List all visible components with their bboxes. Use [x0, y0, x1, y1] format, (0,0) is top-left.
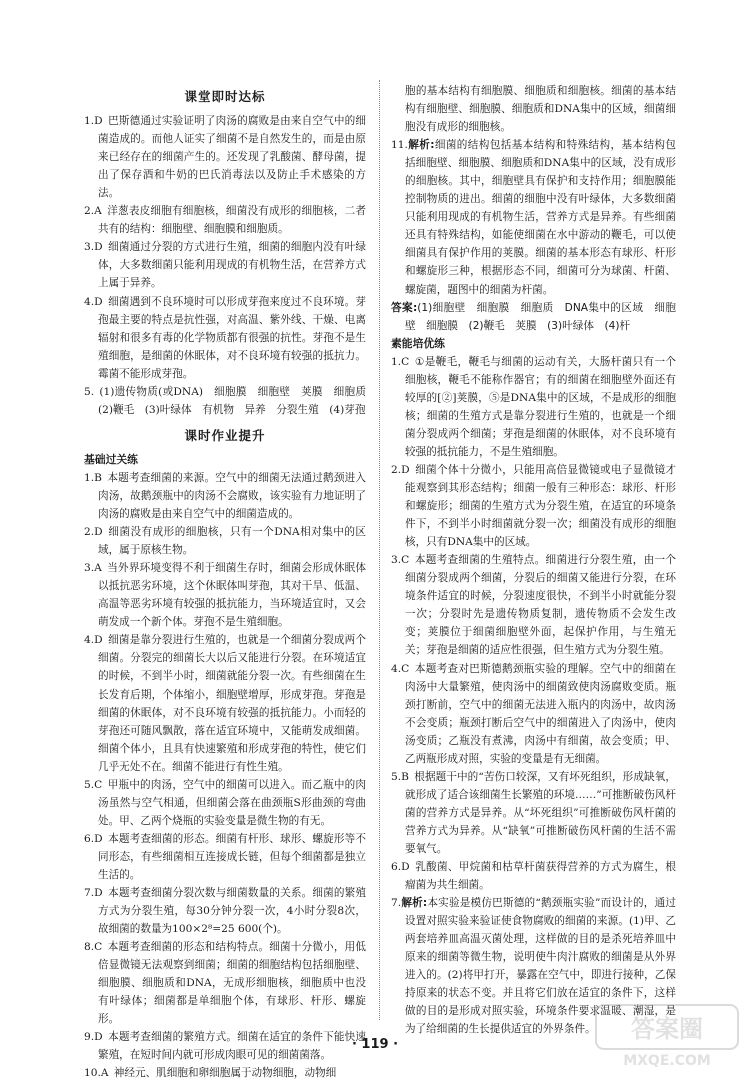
answer-number: 5.	[84, 385, 95, 398]
answer-text: 细菌没有成形的细胞核，只有一个DNA相对集中的区域，属于原核生物。	[98, 526, 366, 557]
answer-number: 5.C	[84, 778, 103, 791]
answer-number: 7.D	[84, 887, 103, 900]
answer-text: 本实验是模仿巴斯德的“鹅颈瓶实验”而设计的，通过设置对照实验来验证使食物腐败的细菌的来源。(1)甲、乙两套培养皿高温灭菌处理，这样做的目的是杀死培养皿中原来的细菌等微生物，说明使牛肉汁腐败的细菌是从外界进入的。(2)将甲打开，暴露在空气中，即进行接种，乙保持原来的状态不变。并且将它们放在适宜的条件下，这样做的目的是形成对照实验，环境条件要求温暖、潮湿，是为了给细菌的生长提供适宜的外界条件。	[405, 897, 676, 1036]
answer-text: 胞的基本结构有细胞膜、细胞质和细胞核。细菌的基本结构有细胞壁、细胞膜、细胞质和DNA集中的区域，细菌细胞没有成形的细胞核。	[405, 85, 676, 134]
basic-answers-list	[84, 469, 366, 1083]
answer-item	[84, 631, 366, 775]
answer-text: 本题考查细菌的繁殖方式。细菌在适宜的条件下能快速繁殖，在短时间内就可形成肉眼可见的细菌菌落。	[98, 1031, 366, 1062]
answer-text: 细菌遇到不良环境时可以形成芽孢来度过不良环境。芽孢最主要的特点是抗性强，对高温、紫外线、干燥、电离辐射和很多有毒的化学物质都有很强的抗性。芽孢不是生殖细胞，是细菌的休眠体，对不良环境有较强的抵抗力。霉菌不能形成芽孢。	[98, 295, 366, 380]
advanced-answers-list	[391, 353, 676, 1039]
answer-item	[391, 858, 676, 894]
answer-number: 8.C	[84, 941, 103, 954]
answer-number: 2.D	[391, 463, 410, 476]
answer-item	[391, 768, 676, 858]
answer-item	[391, 461, 676, 551]
answer-number: 1.D	[84, 115, 103, 128]
answer-item	[84, 884, 366, 938]
answer-item	[84, 938, 366, 1028]
answer-label: 解析:	[401, 897, 428, 910]
answer-text: 甲瓶中的肉汤，空气中的细菌可以进入。而乙瓶中的肉汤虽然与空气相通，但细菌会落在曲颈瓶S形曲颈的弯曲处。甲、乙两个烧瓶的实验变量是微生物的有无。	[98, 778, 366, 827]
answer-item	[391, 353, 676, 461]
answer-text: 细菌个体十分微小，只能用高倍显微镜或电子显微镜才能观察到其形态结构；细菌一般有三种形态：球形、杆形和螺旋形；细菌的生殖方式为分裂生殖，在适宜的环境条件下，不到半小时细菌就分裂一次；细菌没有成形的细胞核，只有DNA集中的区域。	[405, 463, 676, 549]
answer-number: 2.A	[84, 205, 102, 218]
answer-item	[84, 559, 366, 631]
answer-label: 解析:	[407, 139, 435, 152]
answer-text: 本题考查对巴斯德鹅颈瓶实验的理解。空气中的细菌在肉汤中大量繁殖，使肉汤中的细菌致使肉汤腐败变质。瓶颈打断前，空气中的细菌无法进入瓶内的肉汤中，故肉汤不会变质；瓶颈打断后空气中的细菌进入了肉汤中，使肉汤变质；乙瓶没有煮沸，肉汤中有细菌，故会变质；甲、乙两瓶形成对照，实验的变量是有无细菌。	[405, 662, 676, 765]
answer-item	[84, 383, 377, 419]
section-title-homework: 课时作业提升	[184, 427, 266, 443]
answer-text: 神经元、肌细胞和卵细胞属于动物细胞，动物细	[108, 1067, 337, 1080]
answer-text: 巴斯德通过实验证明了肉汤的腐败是由来自空气中的细菌造成的。而他人证实了细菌不是自然发生的，而是由原来已经存在的细菌产生的。还发现了乳酸菌、酵母菌，提出了保存酒和牛奶的巴氏消毒法以及防止手术感染的方法。	[98, 115, 366, 200]
answer-item	[84, 1064, 366, 1082]
answer-item	[391, 660, 676, 768]
page-number: · 119 ·	[351, 1037, 399, 1052]
answer-text: 本题考查细菌的生殖特点。细菌进行分裂生殖，由一个细菌分裂成两个细菌，分裂后的细菌又能进行分裂，在环境条件适宜的时候，分裂速度很快，不到半小时就能分裂一次；分裂时先是遗传物质复制，遗传物质不会发生改变；荚膜位于细菌细胞壁外面，起保护作用，与生殖无关；芽孢是细菌的适应性很强，但生殖方式为分裂生殖。	[405, 554, 676, 657]
section-title-classroom: 课堂即时达标	[184, 89, 266, 104]
answer-number: 4.D	[84, 295, 103, 308]
answer-item	[84, 112, 366, 202]
answer-text: 乳酸菌、甲烷菌和枯草杆菌获得营养的方式为腐生，根瘤菌为共生细菌。	[405, 861, 676, 892]
answer-number: 1.C	[391, 355, 410, 368]
answer-text: 本题考查细菌的形态和结构特点。细菌十分微小，用低倍显微镜无法观察到细菌；细菌的细胞结构包括细胞壁、细胞膜、细胞质和DNA，无成形细胞核，细胞质中也没有叶绿体；细菌都是单细胞个体，有球形、杆形、螺旋形。	[98, 941, 366, 1026]
answer-item	[84, 238, 366, 292]
answer-item	[391, 136, 676, 298]
answer-number: 9.D	[84, 1031, 103, 1044]
watermark-logo	[592, 1001, 742, 1071]
right-column	[391, 82, 676, 1038]
answer-number: 3.C	[391, 554, 410, 567]
answer-number: 4.C	[391, 662, 410, 675]
answer-number: 1.B	[84, 471, 102, 484]
answer-text: 当外界环境变得不利于细菌生存时，细菌会形成休眠体以抵抗恶劣环境，这个休眠体叫芽孢，其对干旱、低温、高温等恶劣环境有较强的抵抗能力，当环境适宜时，又会萌发成一个新个体。芽孢不是生殖细胞。	[98, 562, 366, 629]
subsection-title-advanced: 素能培优练	[391, 336, 445, 350]
answer-number: 6.D	[391, 861, 410, 874]
answer-number: 5.B	[391, 770, 409, 783]
answer-number: 3.D	[84, 241, 103, 254]
svg-text:答案圈: 答案圈	[631, 1015, 703, 1043]
answer-text: (1)遗传物质(或DNA) 细胞膜 细胞壁 荚膜 细胞质 (2)鞭毛 (3)叶绿体 有机物 异养 分裂生殖 (4)芽孢	[94, 385, 377, 416]
answer-text: 细菌是靠分裂进行生殖的，也就是一个细菌分裂成两个细菌。分裂完的细菌长大以后又能进行分裂。在环境适宜的时候，不到半小时，细菌就能分裂一次。有些细菌在生长发育后期，个体缩小，细胞壁增厚，形成芽孢。芽孢是细菌的休眠体，对不良环境有较强的抵抗能力。小而轻的芽孢还可随风飘散，落在适宜环境中，又能萌发成细菌。细菌个体小，且具有快速繁殖和形成芽孢的特性，使它们几乎无处不在。细菌不能进行有性生殖。	[98, 634, 366, 773]
answer-number: 10.A	[84, 1067, 109, 1080]
answer-text: 细菌通过分裂的方式进行生殖，细菌的细胞内没有叶绿体，大多数细菌只能利用现成的有机物生活，在营养方式上属于异养。	[98, 241, 366, 290]
subsection-title-basic: 基础过关练	[84, 452, 138, 466]
answer-label: 答案:	[391, 301, 418, 314]
answer-number: 4.D	[84, 634, 103, 647]
answer-text: 洋葱表皮细胞有细胞核，细菌没有成形的细胞核，二者共有的结构：细胞壁、细胞膜和细胞质。	[98, 205, 366, 236]
answer-item	[391, 82, 676, 136]
answer-item	[84, 776, 366, 830]
answer-text: (1)细胞壁 细胞膜 细胞质 DNA集中的区域 细胞壁 细胞膜 (2)鞭毛 荚膜 (3)叶绿体 (4)杆	[405, 301, 676, 332]
answer-item	[391, 299, 676, 335]
answer-text: 本题考查细菌的形态。细菌有杆形、球形、螺旋形等不同形态，有些细菌相互连接成长链，但每个细菌都是独立生活的。	[98, 832, 366, 881]
answer-number: 2.D	[84, 526, 103, 539]
svg-text:MXQE.COM: MXQE.COM	[623, 1053, 711, 1069]
answer-text: 本题考查细菌分裂次数与细菌数量的关系。细菌的繁殖方式为分裂生殖，每30分钟分裂一次，4小时分裂8次，故细菌的数量为100×2⁸=25 600(个)。	[98, 887, 366, 936]
answer-text: 根据题干中的“苦伤口较深，又有坏死组织，形成缺氧，就形成了适合该细菌生长繁殖的环境……”可推断破伤风杆菌的营养方式是异养。从“坏死组织”可推断破伤风杆菌的营养方式为异养。从“缺氧”可推断破伤风杆菌的生活不需要氧气。	[405, 770, 676, 855]
answer-item	[84, 202, 366, 238]
answer-item	[84, 293, 366, 383]
answer-item	[84, 523, 366, 559]
answer-text: 本题考查细菌的来源。空气中的细菌无法通过鹅颈进入肉汤，故鹅颈瓶中的肉汤不会腐败，该实验有力地证明了肉汤的腐败是由来自空气中的细菌造成的。	[98, 471, 366, 521]
answer-text: ①是鞭毛，鞭毛与细菌的运动有关，大肠杆菌只有一个细胞核，鞭毛不能称作器官；有的细菌在细胞壁外面还有较厚的[②]荚膜，⑤是DNA集中的区域，不是成形的细胞核；细菌的生殖方式是靠分裂进行生殖的，也就是一个细菌分裂成两个细菌；芽孢是细菌的休眠体，对不良环境有较强的抵抗能力，不是生殖细胞。	[405, 355, 676, 458]
answer-number: 6.D	[84, 832, 103, 845]
classroom-answers-list	[84, 112, 377, 419]
answer-number: 7.	[391, 897, 402, 910]
right-top-answers-list	[391, 82, 676, 335]
answer-number: 3.A	[84, 562, 102, 575]
answer-item	[84, 830, 366, 884]
answer-item	[84, 469, 366, 523]
answer-text: 细菌的结构包括基本结构和特殊结构，基本结构包括细胞壁、细胞膜、细胞质和DNA集中的区域，没有成形的细胞核。其中，细胞壁具有保护和支持作用；细胞膜能控制物质的进出。细菌的细胞中没有叶绿体，大多数细菌只能利用现成的有机物生活，营养方式是异养。有些细菌还具有特殊结构，如能使细菌在水中游动的鞭毛，可以使细菌具有保护作用的荚膜。细菌的基本形态有球形、杆形和螺旋形三种，根据形态不同，细菌可分为球菌、杆菌、螺旋菌，题图中的细菌为杆菌。	[405, 139, 676, 296]
answer-number: 11.	[391, 139, 408, 152]
answer-item	[391, 551, 676, 659]
column-divider	[379, 80, 380, 1020]
